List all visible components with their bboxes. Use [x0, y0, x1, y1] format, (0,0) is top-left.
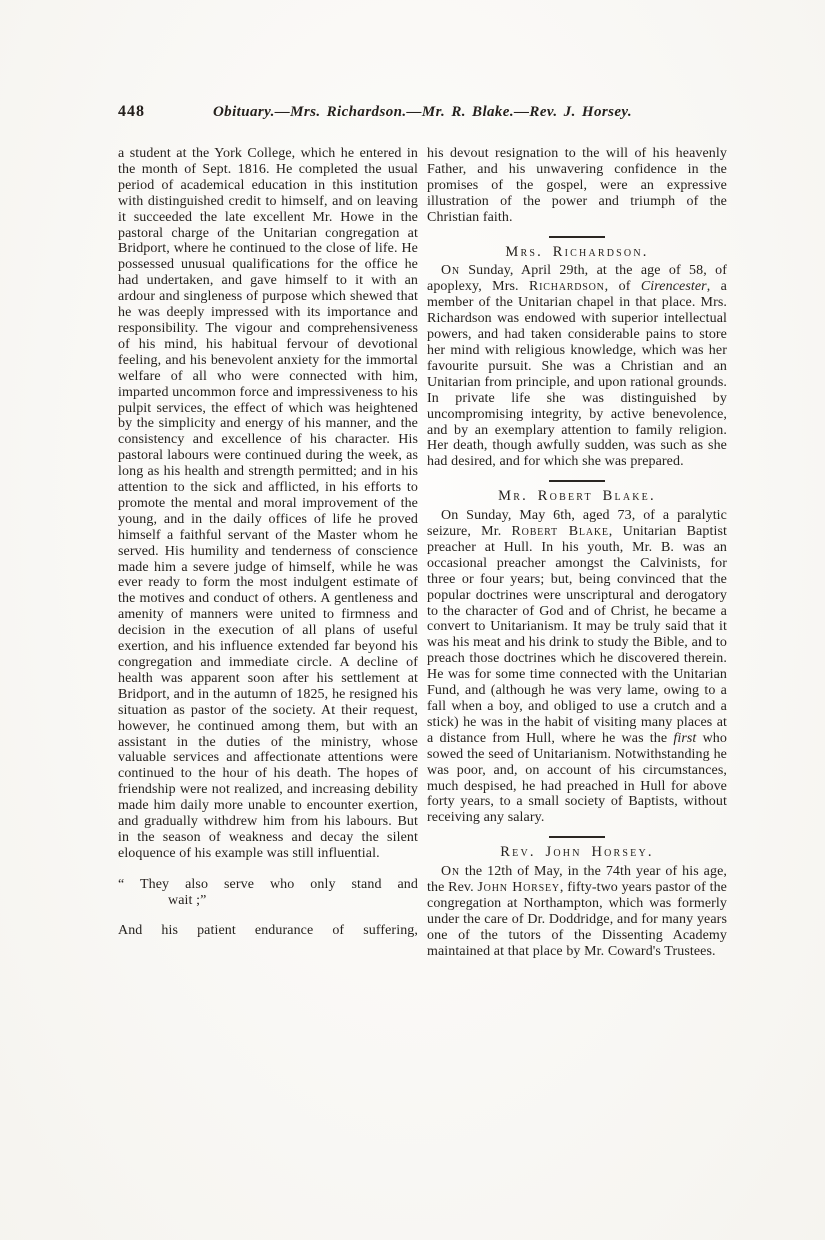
section-heading-richardson: Mrs. Richardson.	[505, 243, 649, 260]
text-columns	[118, 146, 728, 960]
verse-quote-line1: “ They also serve who only stand and	[118, 876, 418, 892]
right-column	[427, 146, 727, 960]
obituary-section-horsey	[427, 836, 727, 959]
page-number: 448	[118, 103, 145, 120]
obituary-horsey-text: On the 12th of May, in the 74th year of his age, the Rev. John Horsey, fifty-two years pastor of the congregation at Northampton, which was formerly under the care of Dr. Doddridge, and for many years one of the tutors of the Dissenting Academy maintained at that place by Mr. Coward's Trustees.	[427, 864, 727, 959]
obituary-section-richardson	[427, 236, 727, 471]
continuation-sentence: And his patient endurance of suffering,	[118, 922, 418, 938]
verse-quote	[118, 877, 418, 909]
verse-quote-line2: wait ;”	[168, 892, 207, 908]
obituary-richardson-text: On Sunday, April 29th, at the age of 58, of apoplexy, Mrs. Richardson, of Cirencester, a member of the Unitarian chapel in that place. Mrs. Richardson was endowed with superior intellectual powers, and had taken considerable pains to store her mind with religious knowledge, which was her favourite pursuit. She was a Christian and an Unitarian from principle, and upon rational grounds. In private life she was distinguished by uncompromising integrity, by active benevolence, and by an exemplary attention to family religion. Her death, though awfully sudden, was such as she had desired, and for which she was prepared.	[427, 263, 727, 470]
obituary-closing-text: his devout resignation to the will of his heavenly Father, and his unwavering confidence in the promises of the gospel, were an expressive illustration of the power and triumph of the Christian faith.	[427, 146, 727, 225]
running-head	[118, 103, 726, 121]
section-divider	[549, 480, 605, 482]
obituary-blake-text: On Sunday, May 6th, aged 73, of a paralytic seizure, Mr. Robert Blake, Unitarian Baptist preacher at Hull. In his youth, Mr. B. was an occasional preacher amongst the Calvinists, for three or four years; but, being convinced that the popular doctrines were unscriptural and derogatory to the character of God and of Christ, he became a convert to Unitarianism. It may be truly said that it was his meat and his drink to study the Bible, and to preach those doctrines which he discovered therein. He was for some time connected with the Unitarian Fund, and (although he was very lame, owing to a fall when a boy, and obliged to use a crutch and a stick) he was in the habit of visiting many places at a distance from Hull, where he was the first who sowed the seed of Unitarianism. Notwithstanding he was poor, and, on account of his circumstances, much despised, he had preached in Hull for above forty years, to a small society of Baptists, without receiving any salary.	[427, 508, 727, 826]
section-heading-blake: Mr. Robert Blake.	[498, 488, 656, 505]
section-divider	[549, 836, 605, 838]
section-heading-horsey: Rev. John Horsey.	[500, 844, 654, 861]
running-title: Obituary.—Mrs. Richardson.—Mr. R. Blake.—Rev. J. Horsey.	[212, 104, 633, 120]
left-column	[118, 146, 418, 960]
section-divider	[549, 236, 605, 238]
obituary-continuation-text: a student at the York College, which he entered in the month of Sept. 1816. He completed the usual period of academical education in this institution with distinguished credit to himself, and on leaving it succeeded the late excellent Mr. Howe in the pastoral charge of the Unitarian congregation at Bridport, where he continued to the close of life. He possessed unusual qualifications for the office he had undertaken, and gave himself to it with an ardour and singleness of purpose which shewed that he was deeply impressed with its importance and responsibility. The vigour and comprehensiveness of his mind, his habitual fervour of devotional feeling, and his benevolent anxiety for the immortal welfare of all who were connected with him, imparted uncommon force and impressiveness to his pulpit services, the effect of which was heightened by the simplicity and energy of his manner, and the consistency and excellence of his character. His pastoral labours were continued during the week, as long as his health and strength permitted; and in his attention to the sick and afflicted, in his efforts to promote the mental and moral improvement of the young, and in the daily offices of life he proved himself a faithful servant of the Master whom he served. His humility and tenderness of conscience made him a severe judge of himself, while he was ever ready to form the most indulgent estimate of the motives and conduct of others. A gentleness and amenity of manners were united to firmness and decision in the execution of all plans of useful exertion, and his influence extended far beyond his congregation and immediate circle. A decline of health was apparent soon after his settlement at Bridport, and in the autumn of 1825, he resigned his situation as pastor of the society. At their request, however, he continued among them, but with an assistant in the duties of the ministry, whose valuable services and affectionate attentions were continued to the hour of his death. The hopes of friendship were not realized, and increasing debility made him daily more unable to encounter exertion, and gradually withdrew him from his labours. But in the season of weakness and decay the silent eloquence of his example was still influential.	[118, 146, 418, 861]
obituary-section-blake	[427, 480, 727, 826]
